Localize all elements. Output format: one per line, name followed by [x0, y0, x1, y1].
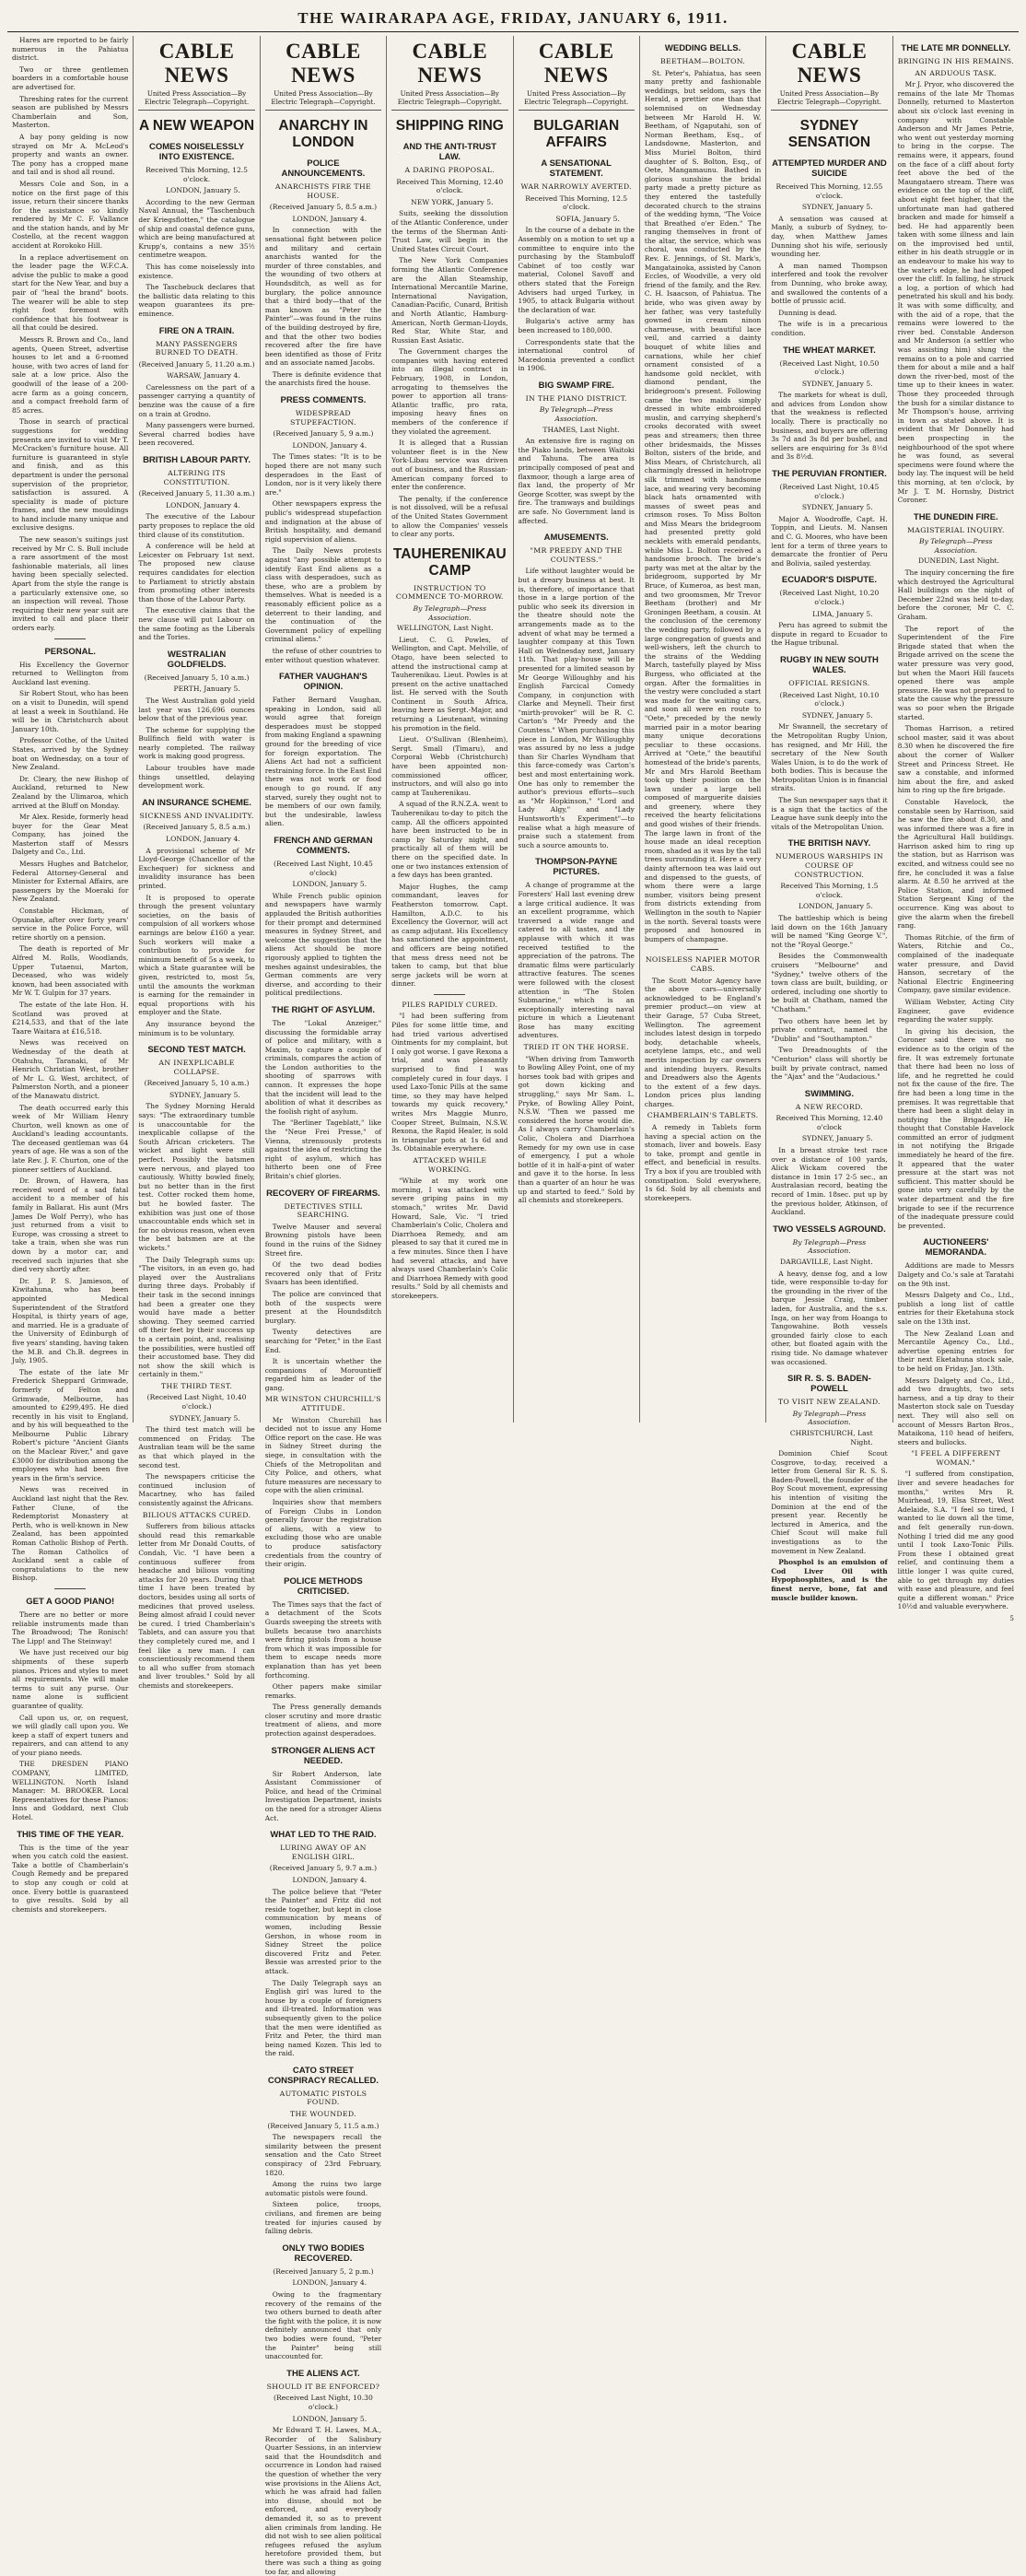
- article-title: SYDNEY SENSATION: [787, 118, 871, 150]
- paragraph: In connection with the sensational fight between police and military and certain anarchists wanted for the murder of three constables, and the wounding of two others at Houndsditch, as well as for burglary, the police announce that a third body—that of the man known as "Peter the Painter"—was found in the ruins of the building destroyed by fire, and that the other two bodies recovered after the fire have been identified as those of Fritz and an associate named Jacobs.: [264, 226, 382, 368]
- cable-news-credit: United Press Association—By Electric Telegraph—Copyright.: [138, 89, 254, 111]
- paragraph: The Press generally demands closer scrutiny and more drastic treatment of aliens, and more protection against desperadoes.: [264, 1703, 382, 1739]
- advert-heading: THIS TIME OF THE YEAR.: [17, 1829, 124, 1840]
- paragraph: Dunning is dead.: [778, 308, 837, 317]
- article-title: THE ALIENS ACT.: [286, 2368, 360, 2379]
- dateline: DARGAVILLE, Last Night.: [780, 1258, 873, 1266]
- paragraph: Constable Hickman, of Opunake, after over forty years' service in the Police Force, will retire shortly on a pension.: [12, 907, 129, 942]
- article-subtitle: IN THE PIANO DISTRICT.: [525, 393, 627, 403]
- article-subtitle: COMES NOISELESSLY INTO EXISTENCE.: [149, 142, 245, 162]
- paragraph: Correspondents state that the international control of Macedonia prevented a conflict in 1906.: [518, 337, 635, 373]
- paragraph: Sir Robert Anderson, late Assistant Commissioner of Police, and head of the Criminal Investigation Department, insists on the need for a stronger Aliens Act.: [264, 1769, 382, 1822]
- paragraph: A remedy in Tablets form having a special action on the stomach, liver and bowels. Easy to take, prompt and gentle in effect, and beneficial in results. Try a box if you are troubled with constipation. Sold everywhere, 1s 6d. Sold by all chemists and storekeepers.: [644, 1123, 762, 1202]
- article-subtitle: AND THE ANTI-TRUST LAW.: [402, 142, 497, 162]
- paragraph: William Webster, Acting City Engineer, gave evidence regarding the water supply.: [897, 997, 1014, 1025]
- article-subtitle: POLICE ANNOUNCEMENTS.: [281, 158, 366, 179]
- article-title: THE DUNEDIN FIRE.: [913, 511, 998, 522]
- paragraph: A sensation was caused at Manly, a suburb of Sydney, to-day, when Matthew James Dunning shot his wife, seriously wounding her.: [771, 214, 888, 259]
- paragraph: Suits, seeking the dissolution of the Atlantic Conference, under the terms of the Sherman Anti-Trust Law, will begin in the United States Circuit Court.: [391, 209, 508, 253]
- dateline: DUNEDIN, Last Night.: [918, 556, 999, 566]
- article-title: BIG SWAMP FIRE.: [538, 380, 614, 391]
- paragraph: Dr. Brown, of Hawera, has received word of a sad fatal accident to a member of his family in Ballarat. His aunt (Mrs James De Wolf Perry), who has just returned from a visit to Europe, was crossing a street to take a train, when she was run down by a motor car, and received such injuries that she died very shortly after.: [12, 1177, 129, 1274]
- paragraph: In the course of a debate in the Assembly on a motion to set up a committee to enquire into the purchasing by the Stambuloff Cabinet of too costly war material, Colonel Savoff and others stated that the Foreign Advisers had urged Turkey, in 1905, to attack Bulgaria without the declaration of war.: [518, 226, 635, 314]
- paragraph: Mr Alex. Reside, formerly head buyer for the Gear Meat Company, has joined the Masterton staff of Messrs Dalgety and Co., Ltd.: [12, 813, 129, 857]
- article-title: THE LATE MR DONNELLY.: [901, 43, 1011, 53]
- byline: By Telegraph—Press Association.: [919, 537, 993, 555]
- article-title: THE PERUVIAN FRONTIER.: [772, 469, 887, 480]
- article-subtitle: DETECTIVES STILL SEARCHING.: [284, 1201, 363, 1220]
- masthead-title: THE WAIRARAPA AGE, FRIDAY, JANUARY 6, 1911.: [297, 9, 729, 27]
- dateline: LONDON, January 4.: [166, 835, 240, 844]
- paragraph: Bulgaria's active army has been increased to 180,000.: [518, 317, 635, 334]
- article-title: RUGBY IN NEW SOUTH WALES.: [779, 654, 879, 675]
- paragraph: The scheme for supplying the Bullfinch field with water is nearly completed. The railway work is making good progress.: [138, 725, 255, 761]
- paragraph: The New York Companies forming the Atlantic Conference are the Allan Steamship, International Mercantile Marine, International Navigation, Canadian-Pacific, Cunard, British and North Atlantic, Hamburg-American, North German-Lloyds, Red Star, White Star, and Russian East Asiatic.: [391, 256, 508, 345]
- advert-heading: PILES RAPIDLY CURED.: [402, 1000, 498, 1009]
- received-line: (Received January 5, 9 a.m.): [273, 429, 374, 439]
- article-title: CATO STREET CONSPIRACY RECALLED.: [267, 2065, 379, 2086]
- article-title: FRENCH AND GERMAN COMMENTS.: [274, 836, 373, 856]
- dateline: LONDON, January 5.: [292, 2414, 367, 2423]
- paragraph: St. Peter's, Pahiatua, has seen many pretty and fashionable weddings, but seldom, says the Herald, a prettier one than that solemnised on Wednesday between Mr Harold H. W. Beetham, of Ngaputahi, son of Norman Beetham, Esq., of Landsdowne, Masterton, and Miss Muriel Bolton, third daughter of S. Bolton, Esq., of Oete, Mangamaunu. Bathed in glorious sunshine the bridal party made a pretty picture as they entered the tastefully decorated church to the strains of the wedding hymn, "The Voice that Breathed o'er Eden." The ranging themselves in front of the altar, the service, which was choral, was conducted by the Rev. E. Jennings, of St. Mark's, Mangatainoka, assisted by Canon Eccles, of Woodville, a very old friend of the family, and the Rev. C. H. Isaacson, of Pahiatua. The bride, who was given away by her father, was very tastefully gowned in cream ninon charmeuse, with beautiful lace veil, and carried a dainty bouquet of white lilies and carnations, while her chief ornament consisted of a handsome gold necklet, with diamond pendant, the bridegroom's present. Following came the two maids simply dressed in white embroidered muslin, and carrying shepherd's crooks decorated with sweet peas and streamers; then three other bridesmaids, the Misses Bolton, sisters of the bride, and Miss Mears, of Christchurch, all charmingly dressed in heliotrope silk trimmed with handsome lace, and wearing very becoming black hats ornamented with masses of sweet peas and crimson roses. To Miss Bolton and Miss Mears the bridegroom had presented pretty gold necklets with emerald pendants, while Miss L. Bolton received a handsome brooch. The bride's party was met at the altar by the bridegroom, supported by Mr Bruce, of Kumeroa, as best man, and two groomsmen, Mr Trevor Beetham (brother) and Mr Groningen Beetham, a cousin. At the conclusion of the ceremony the wedding party, followed by a large congregation of guests and well-wishers, left the church to the strains of the Wedding March, tastefully played by Miss Burgess, who officiated at the organ. After the formalities in the vestry were concluded a start was made for the waiting cars, and soon all were en route to "Oete," preceded by the newly married pair in a motor bearing many unique decorations peculiar to these occasions. Arrived at "Oete," the beautiful homestead of the bride's parents, Mr and Mrs Harold Beetham took up their position on the lawn under a large bell composed of marguerite daisies and greenery, where they received the hearty felicitations and good wishes of their friends. The large lawn in front of the house made an ideal reception room, shaded as it was by the tall trees surrounding it. Here a very dainty afternoon tea was laid out and dispensed to the guests, of whom there were a large number, visitors being present from districts extending from Wellington in the south to Napier in the north. Several toasts were proposed and honoured in bumpers of champagne.: [644, 68, 762, 943]
- paragraph: Many passengers were burned. Several charred bodies have been recovered.: [138, 421, 255, 448]
- paragraph: Lieut. C. G. Powles, of Wellington, and Capt. Melville, of Otago, have been selected to attend the instructional camp at Tauherenikau. Lieut. Powles is at present on the active unattached list. He served with the South Continent in South Africa, leaving here as Sergt.-Major, and returning a Lieutenant, winning his promotion in the field.: [391, 635, 508, 732]
- paragraph: Constable Havelock, the constable seen by Harrison, said he saw the fire about 8.30, and was informed there was a fire in the Agricultural Hall buildings. Harrison asked him to ring up the station, but as Harrison was excited, and witness could see no fire, he concluded it was a false alarm. At 8.50 he arrived at the Police Station, and informed Station Sergeant King of the occurrence. King was about to give the alarm when the firebell rang.: [897, 797, 1014, 931]
- article-title: STRONGER ALIENS ACT NEEDED.: [271, 1745, 376, 1766]
- paragraph: A bay pony gelding is now strayed on Mr A. McLeod's property and wants an owner. The pony has a cropped mane and tail and is shod all round.: [12, 132, 129, 177]
- article-subtitle: SHOULD IT BE ENFORCED?: [266, 2382, 380, 2391]
- paragraph: News was received on Wednesday of the death at Otahuhu, Taranaki, of Mr Henrich Christian West, brother of Mr L. G. West, architect, of Palmerston North, and a pioneer of the Manawatu district.: [12, 1038, 129, 1100]
- paragraph: This has come noiselessly into existence.: [138, 262, 255, 280]
- paragraph: Besides the Commonwealth cruisers "Melbourne" and "Sydney," twelve others of the town class are built, building, or ordered, including one shortly to be built at Chatham, named the "Chatham.": [771, 952, 888, 1013]
- paragraph: Carelessness on the part of a passenger carrying a quantity of benzine was the cause of a fire on a train at Grodno.: [138, 382, 255, 418]
- cable-news-heading: CABLE NEWS: [158, 40, 235, 87]
- dateline: PERTH, January 5.: [173, 685, 240, 694]
- paragraph: Dominion Chief Scout Cosgrove, to-day, received a letter from General Sir R. S. S. Baden-Powell, the founder of the Boy Scout movement, expressing his intention of visiting the Dominion at the end of the present year. Recently he lectured in America, and the Chief Scout will make full investigations as to the movement in New Zealand.: [771, 1449, 888, 1555]
- paragraph: Messrs Dalgety and Co., Ltd., publish a long list of cattle entries for their Eketahuna stock sale on the 13th inst.: [897, 1291, 1014, 1326]
- dateline: LONDON, January 4.: [292, 440, 367, 450]
- received-line: (Received January 5, 10 a.m.): [144, 673, 250, 682]
- paragraph: An extensive fire is raging on the Piako lands, between Waitoki and Tahuna. The area is principally composed of peat and flaxmoor, though a large area of flax land, the property of Mr George Scotter, was swept by the fire. The tramways and buildings are safe. No Government land is affected.: [518, 437, 635, 525]
- paragraph: In a replace advertisement on the leader page the W.F.C.A. advise the public to make a good start for the New Year, and buy a pair of "heal the brand" boots. The wearer will be able to step right foot foremost with confidence that his footwear is all that could be desired.: [12, 252, 129, 333]
- cable-news-heading: CABLE NEWS: [538, 40, 614, 87]
- article-title: MR WINSTON CHURCHILL'S ATTITUDE.: [264, 1395, 381, 1413]
- paragraph: Professor Cothe, of the United States, arrived by the Sydney boat on Wednesday, on a tour of New Zealand.: [12, 736, 129, 772]
- received-line: Received This Morning, 12.55 o'clock.: [775, 182, 883, 200]
- paragraph: Labour troubles have made things unsettled, delaying development work.: [138, 764, 255, 790]
- article-subtitle: ATTEMPTED MURDER AND SUICIDE: [772, 158, 887, 179]
- article-subtitle: ANARCHISTS FIRE THE HOUSE.: [274, 182, 371, 200]
- dateline: LONDON, January 4.: [292, 2278, 367, 2288]
- paragraph: The Sun newspaper says that it is a sign that the tactics of the League have sunk deeply into the vitals of the Metropolitan Union.: [771, 796, 888, 831]
- article-subtitle: INSTRUCTION TO COMMENCE TO-MORROW.: [395, 583, 504, 602]
- paragraph: Life without laughter would be but a dreary business at best. It is, therefore, of importance that those in a large portion of the public who seek its diversion in the theatre should note the arrangements made as to the advent of what may be termed a laughter company at this Town Hall on Wednesday next, January 11th. That play-house will be presented for a limited season by Mr George Willoughby and his English Farcical Comedy Company, in conjunction with Clarke and Meynell. Their first "mirth-provoker" will be R. C. Carton's "Mr Preedy and the Countess." When purchasing this piece in London, Mr Willoughby was assured by no less a judge than Sir Charles Wyndham that this farce-comedy was Carton's best and most entertaining work. One has only to remember the author's previous efforts—such as "Mr Hopkinson," "Lord and Lady Algy," and "Lady Huntsworth's Experiment"—to realise what a high measure of praise such a statement from such a source amounts to.: [518, 567, 635, 849]
- dateline: SYDNEY, January 5.: [801, 203, 873, 212]
- article-title: AN INSURANCE SCHEME.: [142, 797, 251, 808]
- paragraph: Those in search of practical suggestions for wedding presents are invited to visit Mr T. McCracken's furniture house. All furniture is guaranteed in style and finish, and as this department is under the personal supervision of the proprietor, satisfaction is assured. A speciality is made of picture frames, and the new mouldings to hand include many unique and exclusive designs.: [12, 417, 129, 533]
- article-title: SECOND TEST MATCH.: [147, 1045, 246, 1056]
- article-title: THE BRITISH NAVY.: [787, 838, 871, 849]
- dateline: LONDON, January 4.: [292, 214, 367, 223]
- paragraph: The newspapers criticise the continued inclusion of Macartney, who has failed consistently against the Africans.: [138, 1472, 255, 1507]
- received-line: Received This Morning, 12.5 o'clock.: [146, 166, 249, 183]
- article-subtitle: SICKNESS AND INVALIDITY.: [139, 811, 254, 820]
- column-local-reports: [893, 36, 1019, 1622]
- dateline: LONDON, January 5.: [292, 880, 367, 889]
- paragraph: The Taschebuck declares that the ballistic data relating to this weapon guarantees its pre-eminence.: [138, 283, 255, 318]
- received-line: (Received Last Night, 10.50 o'clock.): [779, 358, 880, 377]
- article-subtitle: "MR PREEDY AND THE COUNTESS.": [530, 546, 623, 564]
- paragraph: A change of programme at the Foresters' Hall last evening drew a large critical audience. It was an excellent programme, which traversed a wide range and catered to all tastes, and the applause with which it was received testified to the appreciation of the patrons. The dramatic films were particularly attractive features. The scenes were followed with the closest attention in "The Stolen Submarine," which is an exceptionally interesting naval picture in which a Lieutenant Rose has many exciting adventures.: [518, 881, 635, 1040]
- paragraph: It is proposed to operate through the present voluntary societies, on the basis of compulsion of all workers whose earnings are below £160 a year. Such workers will make a contribution to provide for minimum benefit of 5s a week, to which a State guarantee will be given, restricted to, most 5s, until the amounts the workman is earning for the remainder in equal proportions with his employer and the State.: [138, 893, 255, 1017]
- section-heading: PERSONAL.: [44, 646, 96, 657]
- paragraph: Owing to the fragmentary recovery of the remains of the two others burned to death after the fight with the police, it is now definitely announced that only two bodies were found, "Peter the Painter" being still unaccounted for.: [264, 2289, 382, 2361]
- divider: [687, 949, 718, 950]
- paragraph: The wife is in a precarious condition.: [771, 320, 888, 337]
- divider: [54, 1588, 86, 1589]
- paragraph: The police believe that "Peter the Painter" and Fritz did not reside together, but kept in close communication by means of women, including Bessie Gershon, in whose room in Sidney Street the police discovered Fritz and Peter. Bessie was arrested prior to the attack.: [264, 1887, 382, 1975]
- paragraph: Mr Swannell, the secretary of the Metropolitan Rugby Union, has resigned, and Mr Hill, the secretary of the New South Wales Union, is to do the work of both bodies. This is because the Metropolitan Union is in financial straits.: [771, 722, 888, 793]
- column-cable-news-4: [766, 36, 892, 1602]
- article-title: THE WHEAT MARKET.: [783, 345, 876, 356]
- article-subtitle: WAR NARROWLY AVERTED.: [520, 182, 632, 191]
- dateline: LONDON, January 5.: [798, 902, 873, 911]
- paragraph: Any insurance beyond the minimum is to be voluntary.: [138, 1019, 255, 1037]
- article-title: SWIMMING.: [804, 1088, 855, 1099]
- advert-heading: BILIOUS ATTACKS CURED.: [142, 1510, 251, 1519]
- divider: [434, 994, 465, 995]
- received-line: (Received January 5, 9.7 a.m.): [269, 1864, 378, 1873]
- article-title: FIRE ON A TRAIN.: [158, 325, 235, 336]
- dateline: LONDON, January 4.: [166, 500, 240, 509]
- article-title: PRESS COMMENTS.: [280, 395, 367, 406]
- paragraph: While French public opinion and newspapers have warmly applauded the British authorities for their prompt and determined measures in Sydney Street, and welcome the suggestion that the aliens Act should be more rigorously applied to tighten the meshes against undesirables, the German comments are very diverse, and according to their political predilections.: [264, 891, 382, 998]
- article-title: POLICE METHODS CRITICISED.: [284, 1575, 363, 1597]
- paragraph: "While at my work one morning, I was attacked with severe griping pains in my stomach," writes Mr. David Howard, Sale, Vic. "I tried Chamberlain's Colic, Cholera and Diarrhoea Remedy, and am pleased to say that it cured me in a few minutes. Since then I have had several attacks, and have always used Chamberlain's Colic and Diarrhoea Remedy with good results." Sold by all chemists and storekeepers.: [391, 1177, 508, 1300]
- paragraph: Among the ruins two large automatic pistols were found.: [264, 2180, 382, 2197]
- paragraph: Hares are reported to be fairly numerous in the Pahiatua district.: [12, 36, 129, 63]
- cable-news-heading: CABLE NEWS: [791, 40, 868, 87]
- article-title: THE RIGHT OF ASYLUM.: [271, 1004, 375, 1015]
- article-title: ONLY TWO BODIES RECOVERED.: [282, 2242, 365, 2264]
- page-number: 5: [1009, 1613, 1014, 1622]
- paragraph: Mr Edward T. H. Lawes, M.A., Recorder of the Salisbury Quarter Sessions, in an interview said that the Houndsditch and occurrence in London had raised the question of whether the very wise provisions in the Aliens Act, which he was afraid had fallen into disuse, should not be enforced, and everybody demanded it, so as to prevent alien criminals from landing. He did not wish to see alien political refugees refused the asylum heretofore provided them, but there was such a thing as going too far, and allowing: [264, 2426, 382, 2576]
- paragraph: Sixteen police, troops, civilians, and firemen are being treated for injuries caused by falling debris.: [264, 2200, 382, 2236]
- article-subtitle: OFFICIAL RESIGNS.: [788, 678, 870, 687]
- article-title: ECUADOR'S DISPUTE.: [781, 575, 877, 586]
- cable-news-credit: United Press Association—By Electric Telegraph—Copyright.: [391, 89, 507, 111]
- paragraph: The West Australian gold yield last year was 126,696 ounces below that of the previous year.: [138, 696, 255, 723]
- paragraph: Dr. Cleary, the new Bishop of Auckland, returned to New Zealand by the Ulimaroa, which arrived at the Bluff on Monday.: [12, 774, 129, 810]
- paragraph: It is alleged that a Russian volunteer fleet is in the New York-Libau service was driven out of business, and the Russian-American company forced to enter the conference.: [391, 439, 508, 492]
- dateline: CHRISTCHURCH, Last Night.: [789, 1428, 873, 1446]
- byline: By Telegraph—Press Association.: [792, 1409, 867, 1427]
- column-cable-news-2: [261, 36, 387, 2576]
- article-subtitle: BRINGING IN HIS REMAINS.: [897, 57, 1014, 65]
- byline: By Telegraph—Press Association.: [539, 405, 613, 424]
- advert-heading: CHAMBERLAIN'S TABLETS.: [647, 1111, 759, 1120]
- article-subtitle: WIDESPREAD STUPEFACTION.: [290, 409, 356, 427]
- dateline: NEW YORK, January 5.: [411, 197, 494, 206]
- article-title: WEDDING BELLS.: [664, 43, 741, 53]
- article-subtitle: AN ARDUOUS TASK.: [915, 68, 997, 77]
- column-social: [514, 36, 640, 1423]
- cable-news-heading: CABLE NEWS: [412, 40, 488, 87]
- received-line: (Received January 5, 11.20 a.m.): [138, 359, 255, 369]
- article-title: BULGARIAN AFFAIRS: [533, 118, 620, 150]
- paragraph: Other newspapers express the public's widespread stupefaction and indignation at the abuse of British hospitality, and demand rigid supervision of aliens.: [264, 499, 382, 544]
- paragraph: Of the two dead bodies recovered only that of Fritz Svaars has been identified.: [264, 1260, 382, 1287]
- received-line: (Received January 5, 2 p.m.): [273, 2266, 374, 2276]
- article-subtitle: BEETHAM—BOLTON.: [659, 57, 746, 65]
- dateline: LONDON, January 5.: [166, 186, 240, 195]
- article-title: TWO VESSELS AGROUND.: [773, 1224, 886, 1235]
- paragraph: A man named Thompson interfered and took the revolver from Dunning, who broke away, and swallowed the contents of a bottle of prussic acid.: [771, 261, 888, 306]
- cable-news-credit: United Press Association—By Electric Telegraph—Copyright.: [771, 89, 887, 111]
- paragraph: "I had been suffering from Piles for some little time, and had tried various advertised Ointments for my complaint, but I only got worse. I gave Rexona a trial, and was pleasantly surprised to find I was completely cured in four days. I used Laxo-Tonic Pills at the same time, so they may have helped towards my quick recovery," writes Mrs Maggie Munro, Cooper Street, Bulmain, N.S.W. Rexona, the Rapid Healer, is sold in triangular pots at 1s 6d and 3s. Obtainable everywhere.: [391, 1012, 508, 1153]
- paragraph: Messrs Dalgety and Co., Ltd., add two draughts, two sets harness, and a tip dray to their Masterton stock sale on Tuesday next. They will also sell on account of Messrs Barton Bros., Mataikona, 110 head of heifers, steers and bullocks.: [897, 1376, 1014, 1446]
- article-title: A NEW WEAPON: [138, 118, 255, 134]
- paragraph: Additions are made to Messrs Dalgety and Co.'s sale at Taratahi on the 9th inst.: [897, 1261, 1014, 1288]
- paragraph: Dr. J. P. S. Jamieson, of Kiwitahuna, who has been appointed Medical Superintendent of the Stratford Hospital, is thirty years of age, and married. He is a graduate of the University of Edinburgh of five years' standing, having taken the M.B. and Ch.B. degrees in July, 1905.: [12, 1276, 129, 1365]
- dateline: SYDNEY, January 5.: [801, 1134, 873, 1143]
- received-line: Received This Morning, 12.40 o'clock.: [396, 177, 504, 195]
- article-subtitle: ALTERING ITS CONSTITUTION.: [163, 469, 230, 486]
- paragraph: Sufferers from bilious attacks should read this remarkable letter from Mr Donald Coutts, of Condah, Vic. "I have been a continuous sufferer from headache and bilious vomiting attacks for 20 years. During that time I have been treated by doctors, besides using all sorts of medicines that proved useless. Being almost afraid I could never be cured. I tried Chamberlain's Tablets, and can assure you that they completely cured me, and I feel like a new man. I can conscientiously recommend them to all who suffer from stomach and liver troubles." Sold by all chemists and storekeepers.: [138, 1522, 255, 1690]
- paragraph: Other papers make similar remarks.: [264, 1682, 382, 1700]
- dateline: WELLINGTON, Last Night.: [396, 624, 494, 633]
- article-subtitle: AN INEXPLICABLE COLLAPSE.: [158, 1059, 235, 1076]
- article-subtitle: A NEW RECORD.: [795, 1102, 864, 1111]
- received-line: Received This Morning, 1.5 o'clock.: [780, 882, 879, 899]
- received-line: (Received January 5, 11.5 a.m.): [267, 2121, 379, 2130]
- article-subtitle: A DARING PROPOSAL.: [404, 166, 496, 174]
- paragraph: Twenty detectives are searching for "Peter," in the East End.: [264, 1328, 382, 1354]
- paragraph: the refuse of other countries to enter without question whatever.: [264, 646, 382, 664]
- column-wedding: [640, 36, 766, 1423]
- advert-heading: "I FEEL A DIFFERENT WOMAN.": [911, 1449, 1001, 1467]
- received-line: (Received Last Night, 10.30 o'clock.): [274, 2394, 373, 2411]
- paragraph: News was received in Auckland last night that the Rev. Father Clune, of the Redemptorist Monastery at Perth, who is well-known in New Zealand, has been appointed Roman Catholic Bishop of Perth. The Roman Catholics of Auckland sent a cable of congratulations to the new Bishop.: [12, 1485, 129, 1583]
- paragraph: There are no better or more reliable instruments made than The Broadwood; The Ronisch! The Lipp! and The Steinway!: [12, 1610, 129, 1645]
- article-title: BRITISH LABOUR PARTY.: [143, 455, 251, 466]
- article-subtitle: THE WOUNDED.: [289, 2110, 356, 2119]
- byline: By Telegraph—Press Association.: [413, 603, 487, 622]
- paragraph: "When driving from Tamworth to Bowling Alley Point, one of my horses took bad with gripes and got down kicking and struggling," says Mr Sam. L. Pryke, of Bowling Alley Point, N.S.W. "Then we passed me considered the horse would die. As I always carry Chamberlain's Colic, Cholera and Diarrhoea Remedy for my own use in case of emergency, I put a whole bottle of it in half-a-pint of water and gave it to the horse. In less than a quarter of an hour he was up and started to feed." Sold by all chemists and storekeepers.: [518, 1054, 635, 1205]
- advert-paragraph: Phosphol is an emulsion of Cod Liver Oil with Hypophosphites, and is the finest nerve, bone, fat and muscle builder known.: [771, 1558, 888, 1602]
- paragraph: Peru has agreed to submit the dispute in regard to Ecuador to the Hague tribunal.: [771, 621, 888, 648]
- paragraph: "I suffered from constipation, liver and severe headaches for months," writes Mrs R. Muirhead, 19, Elsa Street, West Adelaide, S.A. "I feel so tired, I wanted to lie down all the time, and felt generally run-down. Nothing I tried did me any good until I took Laxo-Tonic Pills. From these I obtained great relief, and continuing them a little longer I was quite cured, able to get through my duties with ease and pleasure, and feel quite a different woman." Price 10½d and valuable everywhere.: [897, 1469, 1014, 1611]
- paragraph: A heavy, dense fog, and a low tide, were responsible to-day for the grounding in the river of the barque Jessie Craig, timber laden, for Australia, and the s.s. Inga, on her way from Hoanga to Tangowahine. Both vessels grounded fairly close to each other, but floated again with the rising tide. No damage whatever was occasioned.: [771, 1269, 888, 1366]
- article-title: AMUSEMENTS.: [543, 533, 609, 544]
- paragraph: The Scott Motor Agency have the above cars—universally acknowledged to be England's premier product—on view at their Garage, 57 Cuba Street, Wellington. The agreement includes latest design in torpedo body, detachable wheels, acetylene lamps, etc., and well merits inspection by car owners and intending buyers. Results and Dreadwers also the Agents to the extent of a few days. London prices plus landing charges.: [644, 976, 762, 1108]
- received-line: (Received January 5, 8.5 a.m.): [269, 203, 378, 212]
- paragraph: THE DRESDEN PIANO COMPANY, LIMITED, WELLINGTON. North Island Manager: M. BROOKER. Local Representatives for these Pianos: Inns and Goddard, next Club Hotel.: [12, 1760, 129, 1822]
- paragraph: Lieut. O'Sullivan (Blenheim), Sergt. Small (Timaru), and Corporal Webb (Christchurch) have been appointed non-commissioned officer, instructors, and will also go into camp at Tauherenikau.: [391, 735, 508, 797]
- paragraph: The New Zealand Loan and Mercantile Agency Co., Ltd., advertise opening entries for their next Eketahuna stock sale, to be held on Friday, Jan. 13th.: [897, 1329, 1014, 1373]
- advert-heading: GET A GOOD PIANO!: [26, 1596, 115, 1607]
- masthead: [7, 6, 1019, 32]
- cable-news-credit: United Press Association—By Electric Telegraph—Copyright.: [265, 89, 381, 111]
- article-title: TAUHERENIKAU CAMP: [392, 545, 507, 579]
- paragraph: It is uncertain whether the companions of Morountieff regarded him as leader of the gang.: [264, 1357, 382, 1392]
- article-title: AUCTIONEERS' MEMORANDA.: [923, 1237, 989, 1259]
- paragraph: The "Lokal Anzeiger," discussing the formidable array of police and military, with a Maxim, to capture a couple of criminals, compares the action of the London authorities to the shooting of sparrows with cannon. It expresses the hope that the incident will lead to the abolition of what it describes as the foolish right of asylum.: [264, 1018, 382, 1116]
- received-line: (Received Last Night, 10.40 o'clock.): [146, 1393, 247, 1411]
- article-subtitle: A SENSATIONAL STATEMENT.: [541, 158, 612, 179]
- dateline: SYDNEY, January 5.: [801, 379, 873, 388]
- paragraph: The executive claims that the new clause will put Labour on the same footing as the Liberals and the Tories.: [138, 606, 255, 642]
- paragraph: Threshing rates for the current season are published by Messrs Chamberlain and Son, Masterton.: [12, 94, 129, 130]
- paragraph: The newspapers recall the similarity between the present sensation and the Cato Street conspiracy of 23rd February, 1820.: [264, 2133, 382, 2177]
- column-cable-news-1: [134, 36, 260, 1690]
- article-subtitle: AUTOMATIC PISTOLS FOUND.: [279, 2089, 367, 2107]
- paragraph: The estate of the late Mr Frederick Sheppard Grimwade, formerly of Felton and Grimwade, Melbourne, has amounted to £299,495. He died recently in his visit to England, and by his will bequeathed to the Melbourne Public Library Robert's picture "Ancient Giants on the Maclear River," and gave £3000 for distribution among the employees who had been five years in the firm's service.: [12, 1367, 129, 1482]
- paragraph: A provisional scheme of Mr Lloyd-George (Chancellor of the Exchequer) for sickness and invalidity insurance has been printed.: [138, 846, 255, 890]
- column-local-news: [7, 36, 134, 1914]
- paragraph: The death occurred early this week of Mr William Henry Churton, well known as one of Auckland's leading accountants. The deceased gentleman was 64 years of age. He was a son of the late Rev. J. F. Churton, one of the pioneer settlers of Auckland.: [12, 1103, 129, 1174]
- article-title: WHAT LED TO THE RAID.: [270, 1830, 377, 1841]
- paragraph: The Daily Telegraph says an English girl was lured to the house by a couple of foreigners and ill-treated. Information was subsequently given to the police that the men were identified as Fritz and Peter, the third man being named Kozen. This led to the raid.: [264, 1978, 382, 2058]
- article-title: FATHER VAUGHAN'S OPINION.: [279, 672, 367, 693]
- dateline: LIMA, January 5.: [812, 609, 873, 618]
- article-title: SHIPPING RING: [395, 118, 504, 134]
- received-line: Received This Morning, 12.40 o'clock: [775, 1114, 883, 1131]
- article-subtitle: MANY PASSENGERS BURNED TO DEATH.: [155, 339, 239, 357]
- paragraph: The Sydney Morning Herald says: "The extraordinary tumble is unaccountable for the inexplicable collapse of the South African cricketers. The wicket and light were still perfect. Possibly the batsmen were nervous, and played too cautiously. Whitty bowled finely, but no better than in the first test. Cotter rocked them home, but he bowled faster. The exhibition was just one of those unaccountable ends which set in for no obvious reason, when even the best batsmen are at the wickets.": [138, 1102, 255, 1252]
- paragraph: Major Hughes, the camp commandant, leaves for Featherston tomorrow. Capt. Hamilton, A.D.C. to his Excellency the Governor, will act as camp adjutant. His Excellency has sanctioned the appointment, and officers are being notified that mess dress need not be taken to camp, but that blue serge jackets will be worn at dinner.: [391, 882, 508, 989]
- paragraph: The "Berliner Tageblatt," like the "Neue Frei Presse," of Vienna, strenuously protests against the idea of restricting the right of asylum, which has hitherto been one of Free Britain's chief glories.: [264, 1118, 382, 1180]
- paragraph: The penalty, if the conference is not dissolved, will be a refusal of the United States Government to allow the Companies' vessels to clear any ports.: [391, 494, 508, 539]
- paragraph: This is the time of the year when you catch cold the easiest. Take a bottle of Chamberlain's Cough Remedy and be prepared to stop any cough or cold at once. Every bottle is guaranteed to give results. Sold by all chemists and storekeepers.: [12, 1843, 129, 1914]
- received-line: (Received January 5, 8.5 a.m.): [143, 823, 251, 832]
- advert-heading: TRIED IT ON THE HORSE.: [523, 1043, 629, 1052]
- paragraph: The Times says that the fact of a detachment of the Scots Guards sweeping the streets with bullets because two anarchists were firing pistols from a house from which it was impossible for them to escape needs more explanation than has yet been forthcoming.: [264, 1599, 382, 1680]
- paragraph: The third test match will be commenced on Friday. The Australian team will be the same as that which played in the second test.: [138, 1425, 255, 1469]
- paragraph: Sir Robert Stout, who has been on a visit to Dunedin, will spend at least a week in Southland. He will be in Christchurch about January 10th.: [12, 689, 129, 733]
- advert-heading: ATTACKED WHILE WORKING.: [413, 1155, 487, 1174]
- paragraph: In a breast stroke test race over a distance of 100 yards, Alick Wickam covered the distance in 1min 17 2-5 sec., an Australasian record, beating the record of 1min. 18sec. put up by the previous holder, Atkinson, of Auckland.: [771, 1146, 888, 1217]
- dateline: SOFIA, January 5.: [555, 214, 620, 223]
- paragraph: In giving his decision, the Coroner said there was no evidence as to the origin of the fire. It was extremely fortunate that there had been no loss of life, and he regretted he could not fix the cause of the fire. The fire had been a long time in the premises. It was regrettable that there had been a slight delay in notifying the Brigade. He thought that Constable Havelock committed an error of judgment in not notifying the Brigade immediately he heard of the fire. It appeared that the water pressure at the start was not sufficient. This matter should be gone into very carefully by the water department and the fire brigade to see if the recurrence of the inadequate pressure could be prevented.: [897, 1026, 1014, 1230]
- article-title: WESTRALIAN GOLDFIELDS.: [167, 649, 227, 670]
- received-line: (Received January 5, 10 a.m.): [144, 1079, 250, 1088]
- received-line: Received This Morning, 12.5 o'clock.: [525, 193, 628, 212]
- paragraph: Inquiries show that members of Foreign Clubs in London generally favour the registration of aliens, with a view to excluding those who are unable to produce satisfactory credentials from the country of their origin.: [264, 1498, 382, 1569]
- received-line: (Received Last Night, 10.10 o'clock.): [779, 690, 880, 708]
- paragraph: The markets for wheat is dull, and advices from London show that the weakness is reflected locally. There is practically no business, and buyers are offering 3s 7d and 3s 8d per bushel, and sellers are enquiring for 3s 8½d and 3s 8½d.: [771, 391, 888, 462]
- paragraph: Two others have been let by private contract, named the "Dublin" and "Southampton.": [771, 1016, 888, 1043]
- paragraph: Messrs Cole and Son, in a notice on the first page of this issue, return their sincere thanks for the assistance so kindly rendered by Mr C. F. Vallance and the station hands, and by Mr Costello, at the recent waggon accident at Rorokoko Hill.: [12, 179, 129, 251]
- paragraph: We have just received our big shipments of these superb pianos. Prices and styles to meet all requirements. We will make terms to suit any purse. Our name alone is sufficient guarantee of quality.: [12, 1648, 129, 1710]
- cable-news-heading: CABLE NEWS: [286, 40, 361, 87]
- dateline: LONDON, January 4.: [292, 1876, 367, 1884]
- paragraph: The police are convinced that both of the suspects were present at the Houndsditch burglary.: [264, 1289, 382, 1325]
- paragraph: Thomas Ritchie, of the firm of Waters, Ritchie and Co., complained of the inadequate water pressure, and David Hanson, secretary of the National Electric Engineering Company, gave similar evidence.: [897, 932, 1014, 995]
- article-title: THE THIRD TEST.: [161, 1381, 233, 1390]
- paragraph: The executive of the Labour party proposes to replace the old third clause of its constitution.: [138, 512, 255, 539]
- paragraph: Mr Winston Churchill has decided not to issue any Home Office report on the case. He was in Sidney Street during the siege, in consultation with the Chiefs of the Metropolitan and City Police, and others, what future measures are necessary to cope with the alien criminal.: [264, 1415, 382, 1495]
- byline: By Telegraph—Press Association.: [792, 1237, 867, 1256]
- paragraph: Two Dreadnoughts of the "Centurion" class will shortly be built by private contract, named the "Ajax" and the "Audacious.": [771, 1046, 888, 1082]
- article-subtitle: LURING AWAY OF AN ENGLISH GIRL.: [280, 1844, 367, 1861]
- cable-news-credit: United Press Association—By Electric Telegraph—Copyright.: [519, 89, 635, 111]
- paragraph: His Excellency the Governor returned to Wellington from Auckland last evening.: [12, 660, 129, 686]
- article-subtitle: TO VISIT NEW ZEALAND.: [777, 1398, 880, 1407]
- paragraph: A conference will be held at Leicester on February 1st next. The proposed new clause requires candidates for election to Parliament to strictly abstain from promoting other interests than those of the Labour Party.: [138, 542, 255, 603]
- paragraph: Messrs Hughes and Batchelor, Federal Attorney-General and Minister for External Affairs, are passengers by the Moeraki for New Zealand.: [12, 860, 129, 904]
- article-subtitle: NUMEROUS WARSHIPS IN COURSE OF CONSTRUCTION.: [775, 852, 883, 879]
- dateline: THAMES, Last Night.: [542, 425, 620, 434]
- dateline: WARSAW, January 4.: [166, 371, 240, 381]
- dateline: SYDNEY, January 5.: [169, 1413, 240, 1423]
- paragraph: There is definite evidence that the anarchists fired the house.: [264, 369, 382, 388]
- dateline: SYDNEY, January 5.: [801, 503, 873, 512]
- paragraph: The Daily News protests against "any possible attempt to identify East End aliens as a class with desperadoes, such as these, who are a problem by themselves. What is needed is a reasonably efficient police as a deterrent to their landing, and the continuation of the Government policy of expelling criminal aliens.": [264, 546, 382, 644]
- article-title: SIR R. S. S. BADEN-POWELL: [787, 1374, 871, 1395]
- dateline: SYDNEY, January 5.: [801, 710, 873, 720]
- paragraph: The death is reported of Mr Alfred M. Rolls, Woodlands, Upper Tutaenui, Marton, Deceased, who was widely known, had been associated with Mr W. T. Gulpin for 37 years.: [12, 944, 129, 998]
- column-cable-news-3: [387, 36, 513, 1423]
- paragraph: The estate of the late Hon. H. Scotland was proved at £214,533, and that of the late Taare Waitara at £16,518.: [12, 1000, 129, 1036]
- article-subtitle: MAGISTERIAL INQUIRY.: [907, 525, 1005, 534]
- paragraph: Mr J. Pryor, who discovered the remains of the late Mr Thomas Donnelly, returned to Masterton about six o'clock last evening in company with Constable Anderson and Mr James Petrie, who went out yesterday morning to bring in the corpse. The remains were, it appears, found on the face of a cliff about forty feet above the bed of the Maungataero stream. There was evidence on the top of the cliff, about eight feet higher, that the unfortunate man had gathered bracken and made for himself a bed. He had apparently been taken with some illness and lain on the improvised bed until, either in his death struggle or in an endeavour to make his way to the water's edge, he had slipped over the cliff. In falling, he struck a log, a portion of which had penetrated his skull and his body. It was with some difficulty, and with the aid of a rope, that the remains were lowered to the river bed. Constable Anderson and Mr Anderson (a settler who was assisting him) slung the remains on to a pole and carried them for about a mile and a half down the river-bed, most of the time up to their knees in water. Those they proceeded through the bush for a similar distance to Mr Thompson's house, arriving in town as stated above. It is evident that Mr Donnelly had been prospecting in the neighbourhood of the spot where he was found, as several specimens were found where the body lay. The inquest will be held this morning, at ten o'clock, by Mr J. T. M. Hornsby, District Coroner.: [897, 80, 1014, 505]
- received-line: (Received Last Night, 10.45 o'clock): [274, 860, 373, 877]
- paragraph: The new season's suitings just received by Mr C. S. Bull include a rare assortment of the most fashionable materials, all lines having been specially selected. Apart from the style the range is a particularly extensive one, so an inspection will reveal. Those requiring their new year suit are invited to call and place their orders early.: [12, 535, 129, 632]
- divider: [54, 638, 86, 639]
- article-title: RECOVERY OF FIREARMS.: [266, 1188, 380, 1199]
- paragraph: According to the new German Naval Annual, the "Taschenbuch der Kriegsflotten," the catalogue of ship and coastal defence guns, which are being manufactured at Krupp's, contains a new 35½ centimetre weapon.: [138, 197, 255, 260]
- dateline: SYDNEY, January 5.: [169, 1090, 240, 1099]
- received-line: (Received January 5, 11.30 a.m.): [138, 489, 255, 498]
- paragraph: Thomas Harrison, a retired school master, said it was about 8.30 when he discovered the fire about the corner of Walker Street and Princess Street. He saw a constable, and informed him about the fire, and asked him to ring up the fire brigade.: [897, 724, 1014, 795]
- received-line: (Received Last Night, 10.20 o'clock.): [779, 589, 880, 606]
- columns: [7, 36, 1019, 2576]
- paragraph: Major A. Woodroffe, Capt. H. Toppin, and Lieuts. M. Nansen and C. G. Moores, who have been lent for a term of three years to demarcate the frontier of Peru and Bolivia, sailed yesterday.: [771, 514, 888, 568]
- paragraph: The Times states: "It is to be hoped there are not many such desperadoes in the East of London, nor is it very likely there are.": [264, 452, 382, 497]
- article-title: THOMPSON-PAYNE PICTURES.: [535, 857, 618, 878]
- advert-heading: NOISELESS NAPIER MOTOR CABS.: [645, 955, 761, 973]
- paragraph: Two or three gentlemen boarders in a comfortable house are advertised for.: [12, 64, 129, 91]
- paragraph: The inquiry concerning the fire which destroyed the Agricultural Hall buildings on the night of December 22nd was held to-day, before the coroner, Mr C. C. Graham.: [897, 568, 1014, 622]
- paragraph: Messrs R. Brown and Co., land agents, Queen Street, advertise houses to let and a 6-roomed house, with two acres of land for sale at a low price. Also the goodwill of the lease of a 200-acre farm as a going concern, and a compact freehold farm of 85 acres.: [12, 335, 129, 415]
- paragraph: The Government charges the companies with having entered into an illegal contract in February, 1908, in London, arrogating to themselves the power to apportion all trans-Atlantic traffic, pro rata, imposing heavy fines on members of the conference if they violated the agreement.: [391, 347, 508, 436]
- received-line: (Received Last Night, 10.45 o'clock.): [779, 483, 880, 500]
- paragraph: Call upon us, or, on request, we will gladly call upon you. We keep a staff of expert tuners and repairers, and can attend to any of your piano needs.: [12, 1713, 129, 1757]
- paragraph: The battleship which is being laid down on the 16th January will be named "King George V.", not the "Royal George.": [771, 914, 888, 949]
- paragraph: Father Bernard Vaughan, speaking in London, said all would agree that foreign desperadoes must be stopped from making England a spawning ground for the breeding of vice for foreign exportation. The Aliens Act had not a sufficient restraining force. In the East End there was not work or food enough to go round. If any starved, surely they ought not to be members of our own family, but the undesirable, lawless alien.: [264, 696, 382, 828]
- paragraph: A squad of the R.N.Z.A. went to Tauherenikau to-day to pitch the camp. All the officers appointed have been instructed to be in camp by Saturday night, and practically all of them will be there on the specified date. In one or two instances extension of a few days has been granted.: [391, 800, 508, 880]
- paragraph: Twelve Mauser and several Browning pistols have been found in the ruins of the Sidney Street fire.: [264, 1222, 382, 1258]
- paragraph: The report of the Superintendent of the Fire Brigade stated that when the Brigade arrived on the scene the water pressure was very good, but when the Maori Hill faucets opened there was ample pressure. He was not prepared to state the cause why the pressure was so poor when the Brigade started.: [897, 624, 1014, 721]
- article-title: ANARCHY IN LONDON: [278, 118, 368, 150]
- paragraph: The Daily Telegraph sums up: "The visitors, in an even go, had played over the Australians during three days. Probably if their task in the second innings had been a greater one they would have made a better showing. They seemed carried off their feet by their success up to a certain point, and, realising the possibilities, were hustled off their accustomed base. They did not show the skill which is certainly in them.": [138, 1255, 255, 1379]
